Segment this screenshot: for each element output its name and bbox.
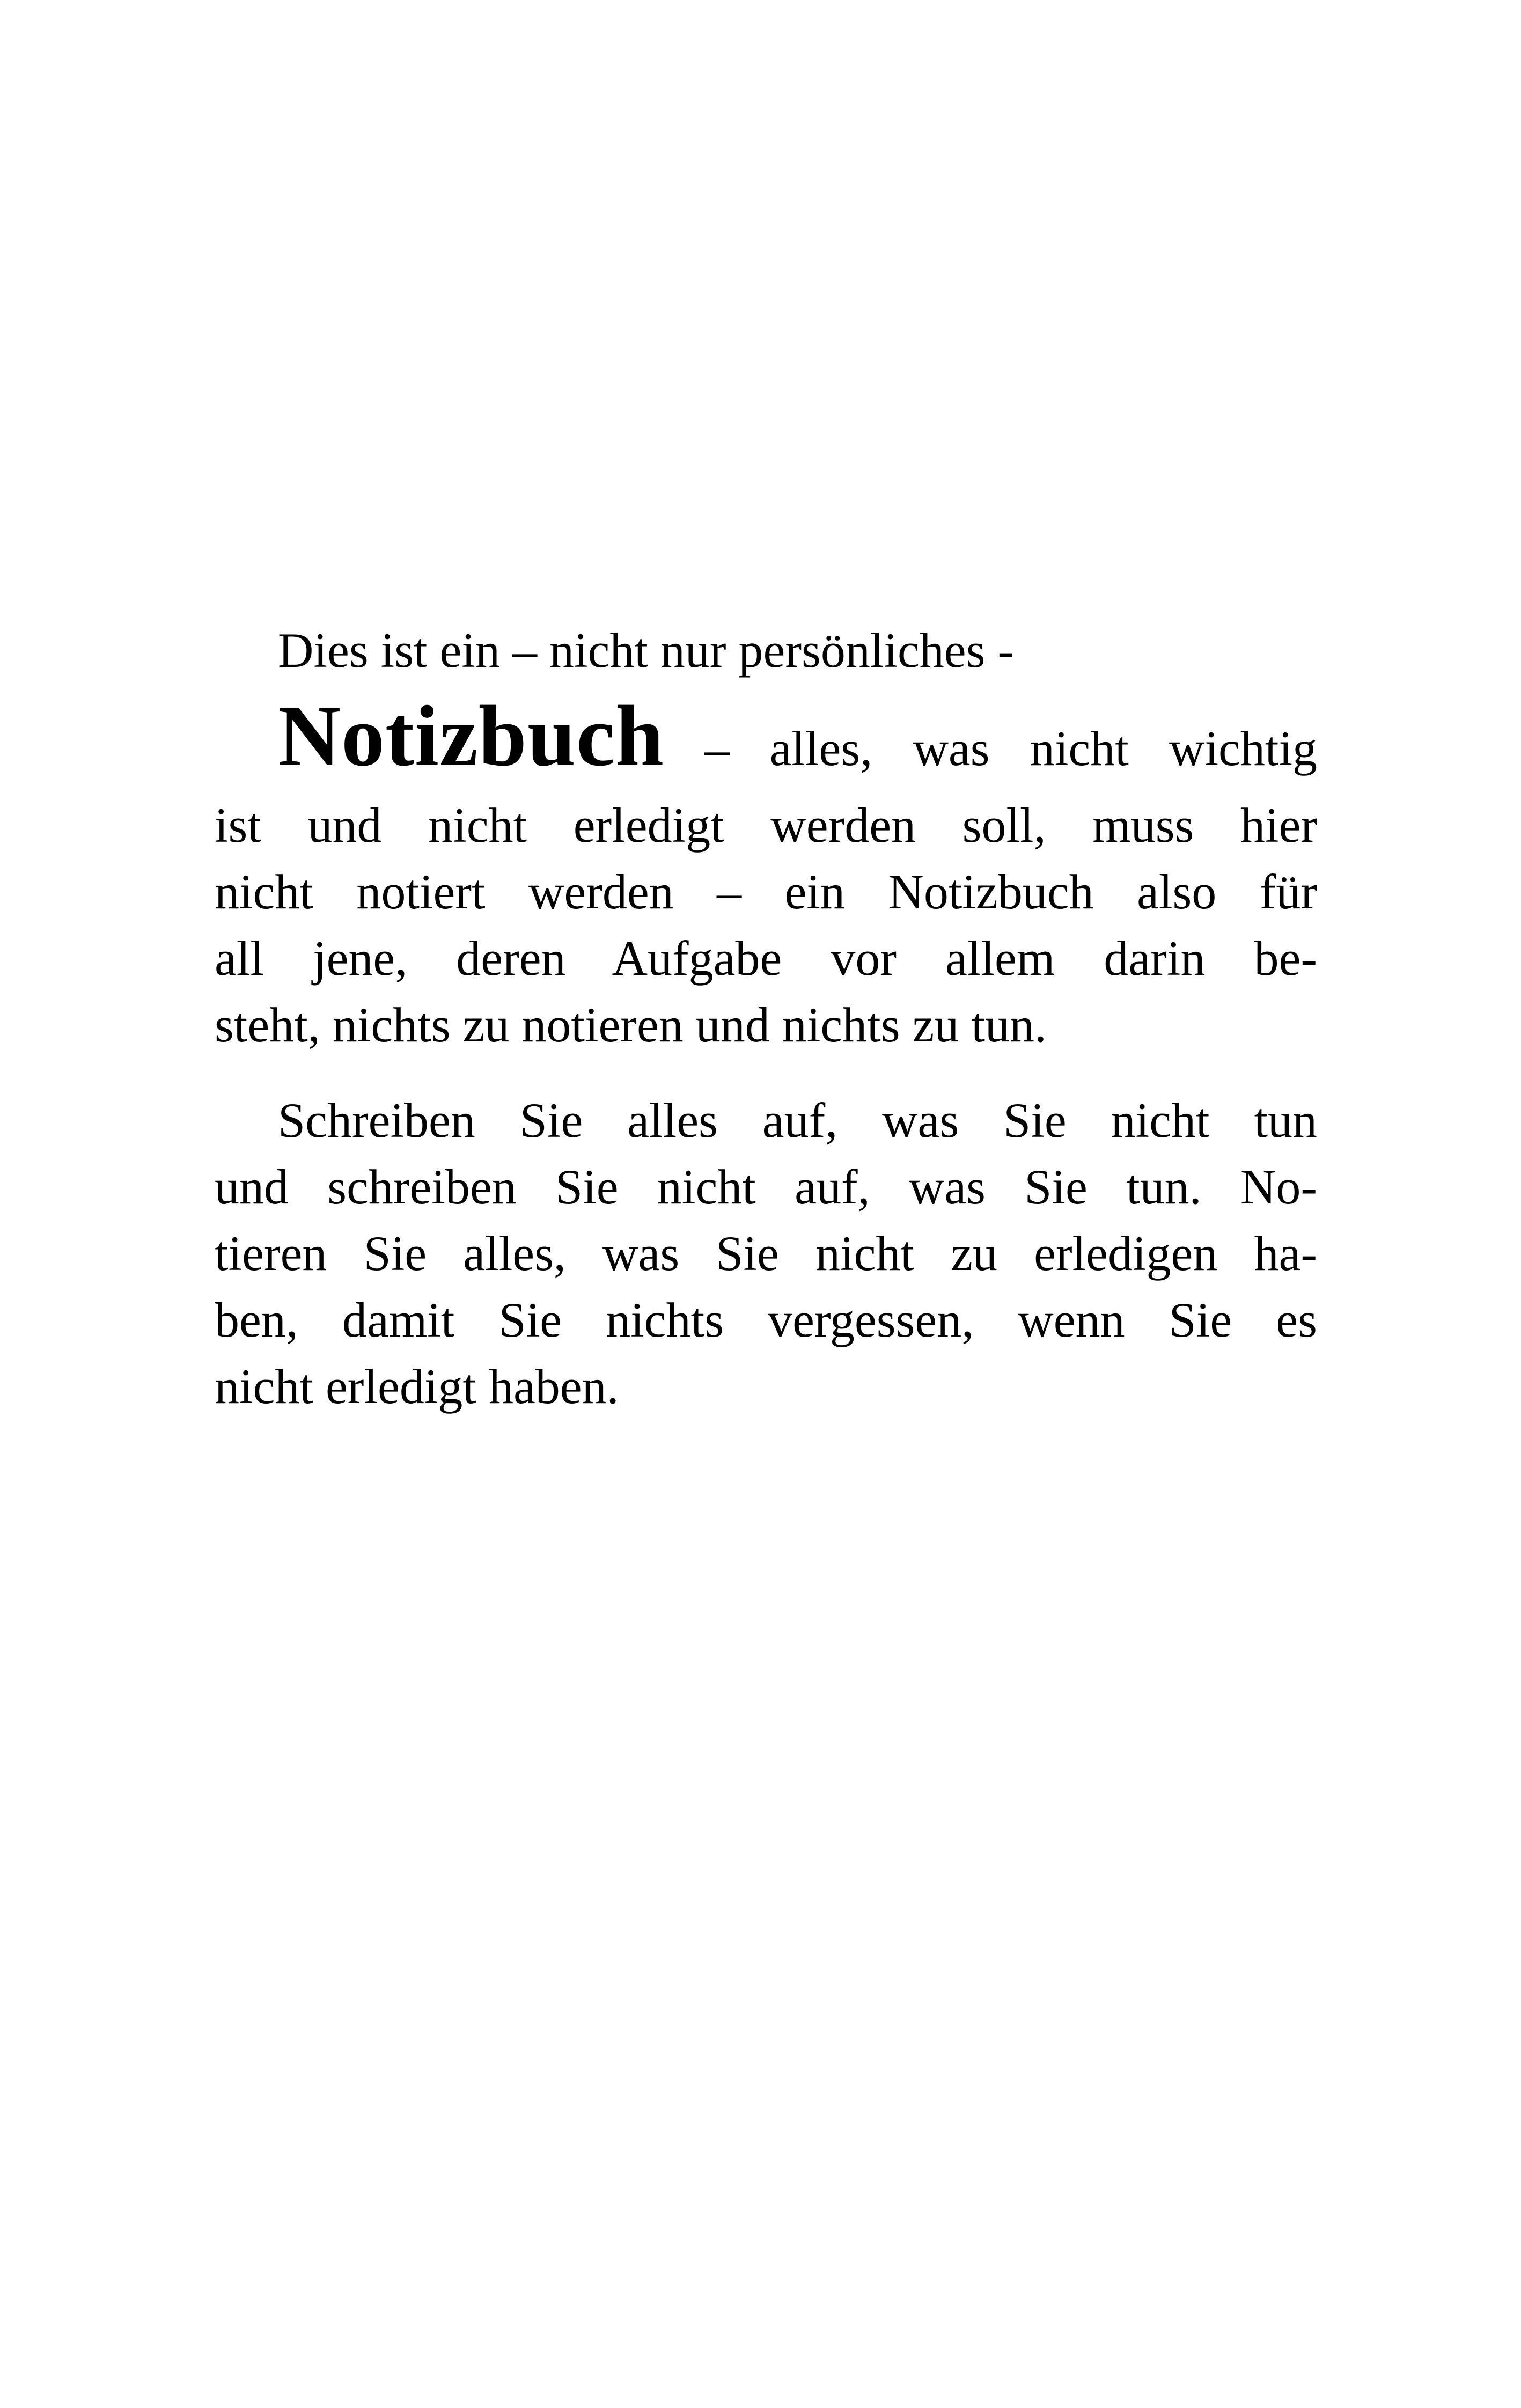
paragraph2-line: nicht erledigt haben.: [215, 1359, 619, 1414]
intro-line: Dies ist ein – nicht nur persönliches -: [278, 623, 1015, 678]
notebook-title: Notizbuch: [278, 688, 665, 784]
paragraph1-line: steht, nichts zu notieren und nichts zu tun.: [215, 997, 1047, 1052]
paragraph1-line: ist und nicht erledigt werden soll, muss hier: [215, 798, 1317, 853]
paragraph1-line: nicht notiert werden – ein Notizbuch also für: [215, 864, 1317, 919]
paragraph2-line: ben, damit Sie nichts vergessen, wenn Sie es: [215, 1293, 1317, 1347]
title-line-rest: – alles, was nicht wichtig: [704, 721, 1318, 776]
title-line: [215, 688, 1318, 789]
paragraph2-line: Schreiben Sie alles auf, was Sie nicht tun: [278, 1093, 1317, 1148]
body-text: [215, 617, 1317, 1420]
paragraph2-line: und schreiben Sie nicht auf, was Sie tun. No-: [215, 1159, 1317, 1214]
paragraph-2: [215, 1087, 1317, 1420]
paragraph1-line: all jene, deren Aufgabe vor allem darin be-: [215, 931, 1317, 986]
paragraph2-line: tieren Sie alles, was Sie nicht zu erledigen ha-: [215, 1226, 1317, 1281]
